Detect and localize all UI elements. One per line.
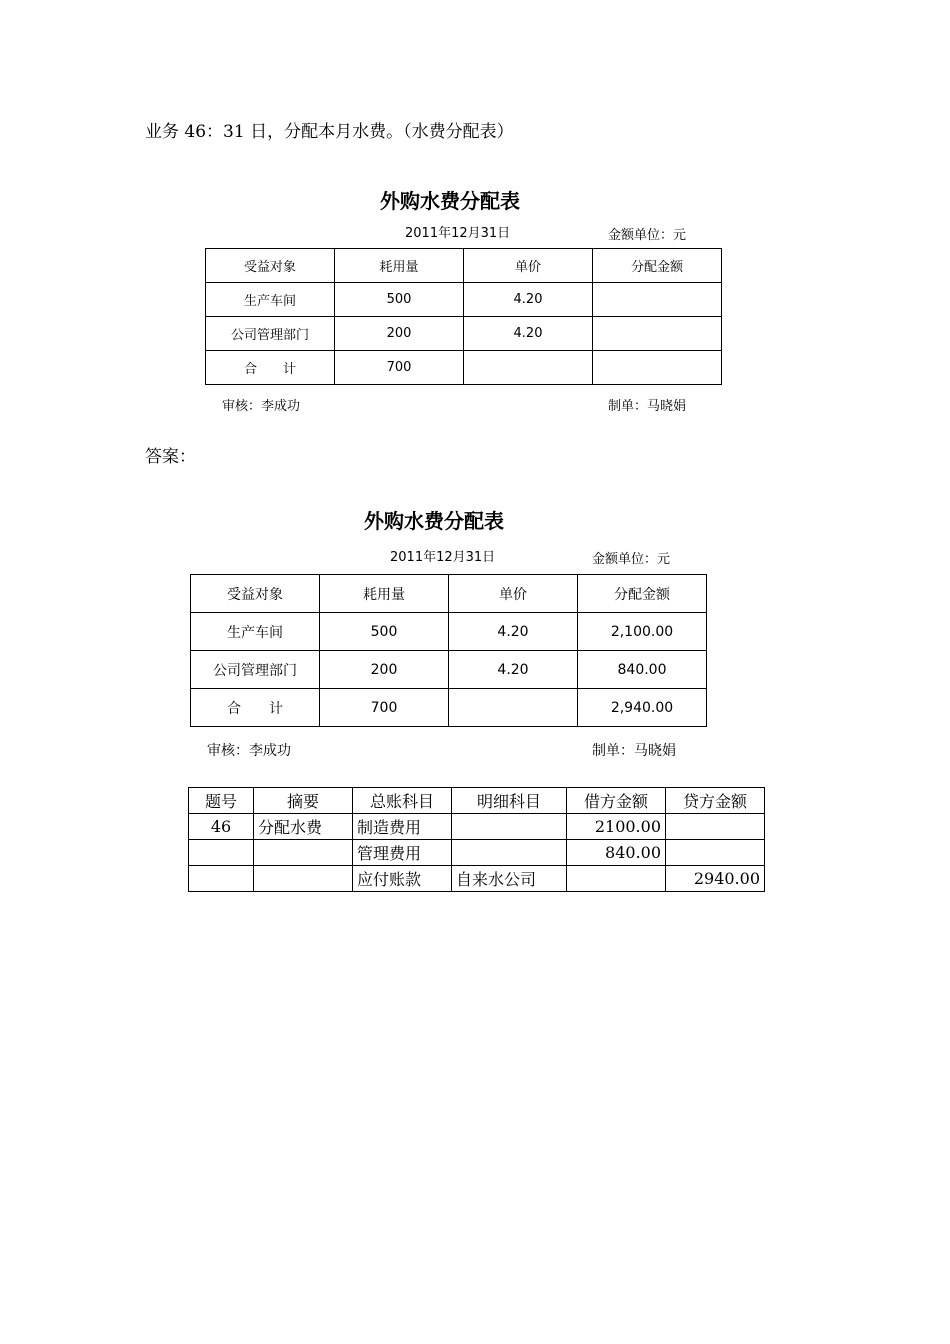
ledger-cell: 2100.00 [567,814,666,840]
ledger-cell [254,840,353,866]
question-preparer: 制单：马晓娟 [608,399,687,414]
header-cell: 单价 [449,575,578,613]
ledger-cell: 840.00 [567,840,666,866]
table-cell [593,351,722,385]
header-cell: 分配金额 [593,249,722,283]
header-cell: 耗用量 [335,249,464,283]
ledger-cell [254,866,353,892]
table-cell: 2,940.00 [578,689,707,727]
table-cell [464,351,593,385]
table-cell: 840.00 [578,651,707,689]
ledger-header-cell: 总账科目 [353,788,452,814]
ledger-cell: 管理费用 [353,840,452,866]
ledger-cell [452,814,567,840]
ledger-header-cell: 摘要 [254,788,353,814]
ledger-cell [189,840,254,866]
question-allocation-table [205,248,722,385]
table-cell: 4.20 [464,317,593,351]
ledger-cell [452,840,567,866]
ledger-cell [666,840,765,866]
answer-table-unit: 金额单位：元 [592,552,671,567]
table-row [206,317,722,351]
table-cell: 700 [335,351,464,385]
question-table-date: 2011年12月31日 [405,226,511,241]
ledger-cell [666,814,765,840]
ledger-cell: 分配水费 [254,814,353,840]
table-cell: 合 计 [206,351,335,385]
table-row [189,866,765,892]
table-cell: 500 [335,283,464,317]
ledger-cell: 46 [189,814,254,840]
ledger-cell [189,866,254,892]
table-cell: 生产车间 [191,613,320,651]
table-cell: 4.20 [464,283,593,317]
header-cell: 受益对象 [206,249,335,283]
table-row [191,613,707,651]
table-cell: 700 [320,689,449,727]
header-cell: 分配金额 [578,575,707,613]
question-table-title: 外购水费分配表 [380,189,520,213]
answer-table-date: 2011年12月31日 [390,550,496,565]
table-row [206,351,722,385]
ledger-header-cell: 借方金额 [567,788,666,814]
ledger-cell: 2940.00 [666,866,765,892]
question-line: 业务 46：31 日，分配本月水费。（水费分配表） [145,122,514,142]
answer-table-title: 外购水费分配表 [364,509,504,533]
table-cell: 公司管理部门 [191,651,320,689]
table-cell [593,317,722,351]
header-cell: 耗用量 [320,575,449,613]
answer-preparer: 制单：马晓娟 [592,743,676,759]
table-cell: 4.20 [449,651,578,689]
table-cell: 合 计 [191,689,320,727]
ledger-cell: 应付账款 [353,866,452,892]
ledger-header-cell: 题号 [189,788,254,814]
table-cell: 500 [320,613,449,651]
ledger-header-cell: 明细科目 [452,788,567,814]
header-cell: 单价 [464,249,593,283]
ledger-cell: 自来水公司 [452,866,567,892]
table-cell [449,689,578,727]
answer-allocation-table [190,574,707,727]
table-row [206,283,722,317]
table-row [191,689,707,727]
table-cell: 生产车间 [206,283,335,317]
table-cell: 2,100.00 [578,613,707,651]
table-cell: 4.20 [449,613,578,651]
table-cell: 公司管理部门 [206,317,335,351]
question-table-unit: 金额单位：元 [608,228,687,243]
answer-label: 答案： [145,447,196,467]
table-row [189,840,765,866]
journal-entry-table [188,787,765,892]
answer-reviewer: 审核：李成功 [207,743,291,759]
header-cell: 受益对象 [191,575,320,613]
ledger-cell: 制造费用 [353,814,452,840]
table-cell: 200 [320,651,449,689]
table-cell [593,283,722,317]
table-cell: 200 [335,317,464,351]
table-row [191,651,707,689]
ledger-header-cell: 贷方金额 [666,788,765,814]
question-reviewer: 审核：李成功 [222,399,301,414]
ledger-cell [567,866,666,892]
table-row [189,814,765,840]
